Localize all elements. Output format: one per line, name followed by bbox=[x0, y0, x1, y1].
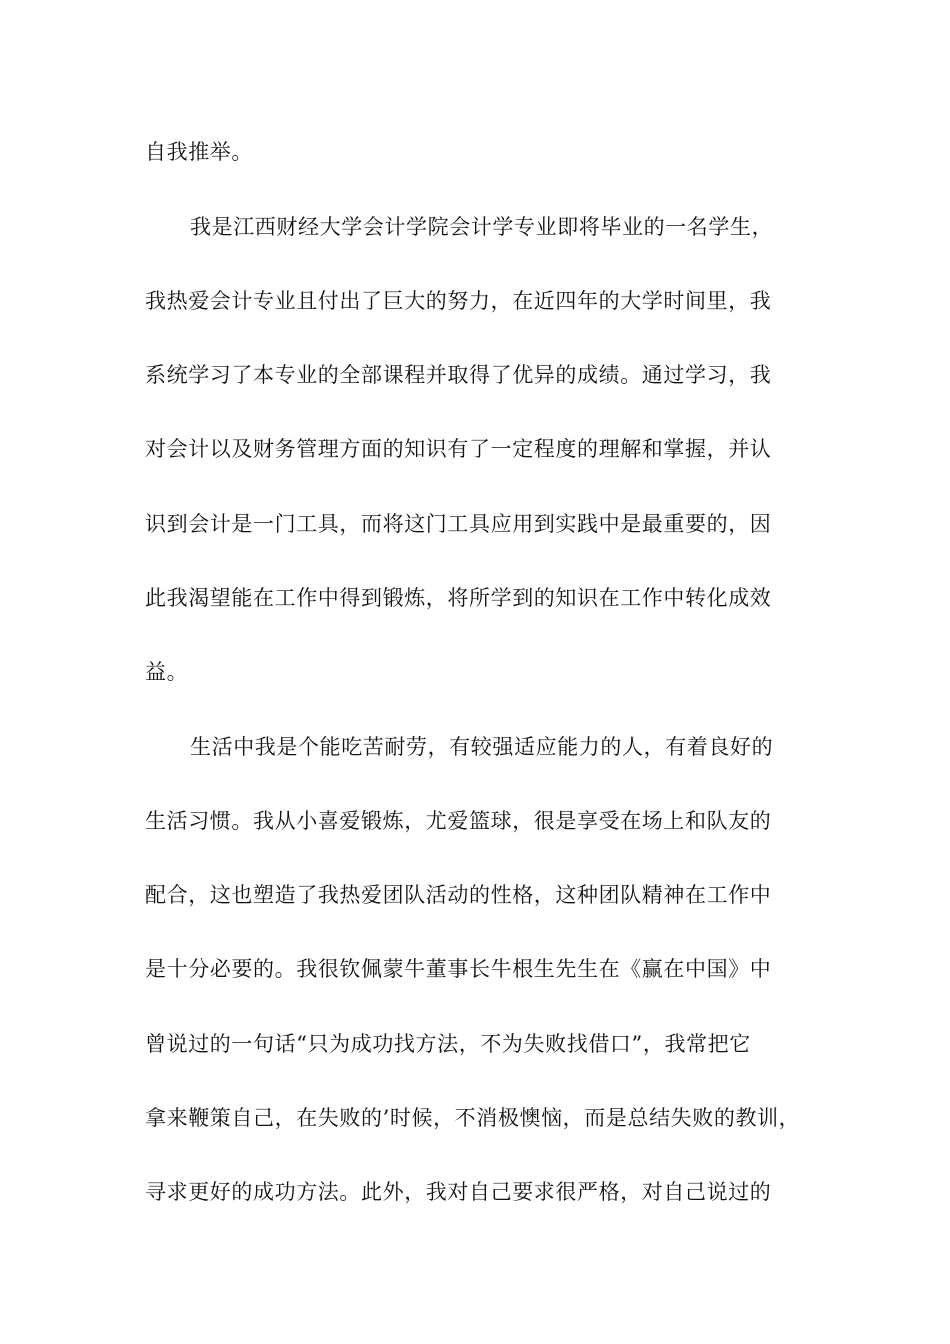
text-line: 益。 bbox=[145, 660, 189, 684]
text-line: 对会计以及财务管理方面的知识有了一定程度的理解和掌握，并认 bbox=[145, 437, 772, 461]
paragraph-first-line: 生活中我是个能吃苦耐劳，有较强适应能力的人，有着良好的 bbox=[190, 735, 774, 759]
text-line: 寻求更好的成功方法。此外，我对自己要求很严格，对自己说过的 bbox=[145, 1180, 772, 1204]
text-line: 配合，这也塑造了我热爱团队活动的性格，这种团队精神在工作中 bbox=[145, 883, 772, 907]
paragraph-first-line: 我是江西财经大学会计学院会计学专业即将毕业的一名学生， bbox=[190, 215, 774, 239]
text-line: 我热爱会计专业且付出了巨大的努力，在近四年的大学时间里，我 bbox=[145, 289, 772, 313]
text-line: 此我渴望能在工作中得到锻炼，将所学到的知识在工作中转化成效 bbox=[145, 586, 772, 610]
text-line: 生活习惯。我从小喜爱锻炼，尤爱篮球，很是享受在场上和队友的 bbox=[145, 809, 772, 833]
text-line: 拿来鞭策自己，在失败的’时候，不消极懊恼，而是总结失败的教训， bbox=[145, 1106, 801, 1130]
text-line: 曾说过的一句话“只为成功找方法，不为失败找借口”，我常把它 bbox=[145, 1032, 751, 1056]
text-line: 是十分必要的。我很钦佩蒙牛董事长牛根生先生在《赢在中国》中 bbox=[145, 957, 772, 981]
text-line: 识到会计是一门工具，而将这门工具应用到实践中是最重要的，因 bbox=[145, 512, 772, 536]
text-line: 自我推举。 bbox=[145, 140, 253, 164]
text-line: 系统学习了本专业的全部课程并取得了优异的成绩。通过学习，我 bbox=[145, 363, 772, 387]
